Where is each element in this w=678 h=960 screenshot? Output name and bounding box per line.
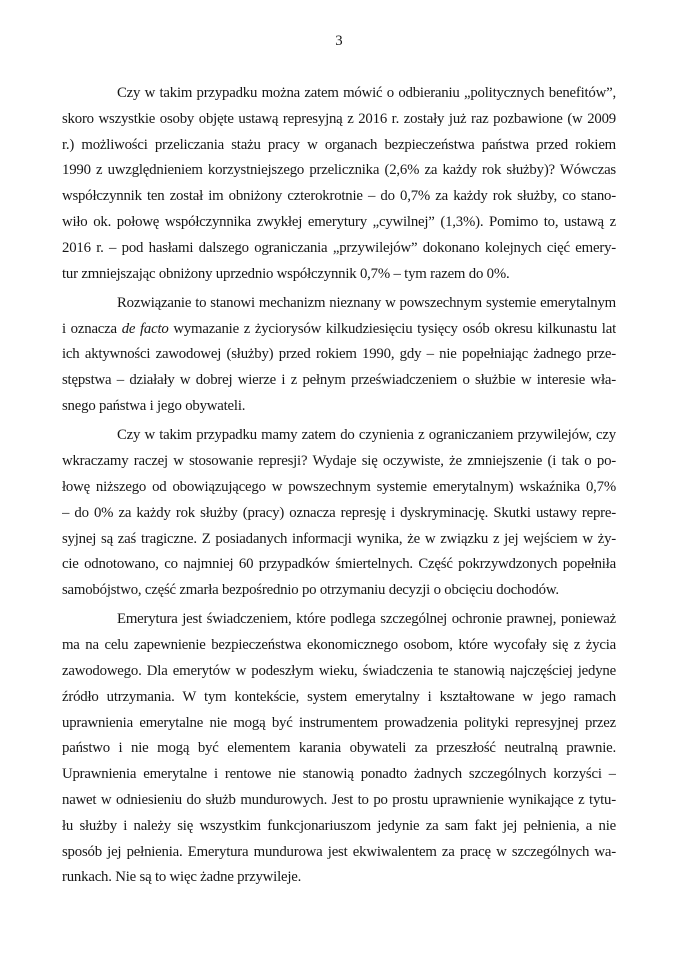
text-line — [62, 449, 616, 475]
paragraph — [62, 423, 616, 604]
paragraph — [62, 291, 616, 420]
text-segment: Czy w takim przypadku mamy zatem do czynienia z ograniczaniem przywilejów, czy — [117, 427, 616, 444]
text-line — [62, 527, 616, 553]
text-segment: wiło ok. połowę współczynnika zwykłej emerytury „cywilnej” (1,3%). Pomimo to, ustawą z — [62, 213, 616, 230]
text-segment: Rozwiązanie to stanowi mechanizm nieznany w powszechnym systemie emerytalnym — [117, 294, 616, 311]
text-line — [62, 158, 616, 184]
text-segment: łu służby i należy się wszystkim funkcjonariuszom jedynie za sam fakt jej pełnienia, a nie — [62, 817, 616, 834]
text-line — [62, 840, 616, 866]
text-segment: runkach. Nie są to więc żadne przywileje. — [62, 869, 302, 886]
text-line — [62, 81, 616, 107]
text-line — [62, 578, 616, 604]
text-segment: współczynnik ten został im obniżony czterokrotnie – do 0,7% za każdy rok służby, co stano- — [62, 188, 616, 205]
text-segment: wkraczamy raczej w stosowanie represji? Wydaje się oczywiste, że zmniejszenie (i tak o po- — [62, 453, 616, 470]
text-line — [62, 423, 616, 449]
text-line — [62, 762, 616, 788]
text-segment: tur zmniejszając obniżony uprzednio współczynnik 0,7% – tym razem do 0%. — [62, 265, 510, 282]
text-segment: 1990 z uwzględnieniem korzystniejszego przelicznika (2,6% za każdy rok służby)? Wówczas — [62, 162, 616, 179]
text-segment: syjnej są zaś tragiczne. Z posiadanych informacji wynika, że w związku z jej wejściem w ży- — [62, 530, 616, 547]
text-segment: 2016 r. – pod hasłami dalszego ograniczania „przywilejów” dokonano kolejnych cięć emery- — [62, 239, 616, 256]
text-line — [62, 133, 616, 159]
text-segment: samobójstwo, część zmarła bezpośrednio po otrzymaniu decyzji o obcięciu dochodów. — [62, 582, 559, 599]
paragraph — [62, 81, 616, 287]
text-line — [62, 788, 616, 814]
text-line — [62, 368, 616, 394]
text-line — [62, 633, 616, 659]
text-line — [62, 501, 616, 527]
text-line — [62, 107, 616, 133]
text-line — [62, 262, 616, 288]
text-line — [62, 814, 616, 840]
text-line — [62, 607, 616, 633]
paragraph — [62, 607, 616, 891]
text-segment: sposób jej pełnienia. Emerytura mundurowa jest ekwiwalentem za pracę w szczególnych wa- — [62, 843, 616, 860]
text-line — [62, 291, 616, 317]
text-line — [62, 685, 616, 711]
text-segment: snego państwa i jego obywateli. — [62, 398, 246, 415]
text-line — [62, 552, 616, 578]
text-segment: ma na celu zapewnienie bezpieczeństwa ekonomicznego osobom, które wycofały się z życia — [62, 637, 616, 654]
italic-text: de facto — [121, 320, 169, 337]
text-line — [62, 342, 616, 368]
text-line — [62, 736, 616, 762]
text-segment: uprawnienia emerytalne nie mogą być instrumentem prowadzenia polityki represyjnej przez — [62, 714, 616, 731]
text-line — [62, 711, 616, 737]
text-segment: stępstwa – działały w dobrej wierze i z pełnym przeświadczeniem o służbie w interesie wła- — [62, 372, 616, 389]
text-line — [62, 475, 616, 501]
text-segment: Czy w takim przypadku można zatem mówić o odbieraniu „politycznych benefitów”, — [117, 85, 616, 101]
text-segment: skoro wszystkie osoby objęte ustawą represyjną z 2016 r. zostały już raz pozbawione (w 2009 — [62, 110, 616, 127]
text-line — [62, 394, 616, 420]
text-segment: zawodowego. Dla emerytów w podeszłym wieku, świadczenia te stanowią najczęściej jedyne — [62, 663, 616, 680]
text-segment: Uprawnienia emerytalne i rentowe nie stanowią ponadto żadnych szczególnych korzyści – — [62, 766, 616, 783]
text-line — [62, 317, 616, 343]
text-line — [62, 184, 616, 210]
text-segment: łowę niższego od obowiązującego w powszechnym systemie emerytalnym) wskaźnika 0,7% — [62, 478, 616, 495]
text-segment: wymazanie z życiorysów kilkudziesięciu tysięcy osób okresu kilkunastu lat — [168, 320, 616, 337]
text-segment: r.) możliwości przeliczania stażu pracy w organach bezpieczeństwa państwa przed rokiem — [62, 136, 616, 153]
text-line — [62, 659, 616, 685]
text-segment: Emerytura jest świadczeniem, które podlega szczególnej ochronie prawnej, ponieważ — [117, 611, 616, 628]
text-segment: nawet w odniesieniu do służb mundurowych. Jest to po prostu uprawnienie wynikające z tytu- — [62, 792, 616, 809]
text-line — [62, 865, 616, 891]
document-body — [62, 81, 616, 895]
text-segment: i oznacza — [62, 320, 122, 337]
text-line — [62, 236, 616, 262]
text-segment: źródło utrzymania. W tym kontekście, system emerytalny i kształtowane w jego ramach — [62, 688, 616, 705]
page-number: 3 — [335, 33, 343, 49]
text-line — [62, 210, 616, 236]
text-segment: państwo i nie mogą być elementem karania obywateli za przeszłość neutralną prawnie. — [62, 740, 616, 757]
text-segment: – do 0% za każdy rok służby (pracy) oznacza represję i dyskryminację. Skutki ustawy repre- — [62, 504, 616, 521]
text-segment: ich aktywności zawodowej (służby) przed rokiem 1990, gdy – nie popełniając żadnego prze- — [62, 346, 616, 363]
text-segment: cie odnotowano, co najmniej 60 przypadków śmiertelnych. Część pokrzywdzonych popełniła — [62, 556, 616, 573]
